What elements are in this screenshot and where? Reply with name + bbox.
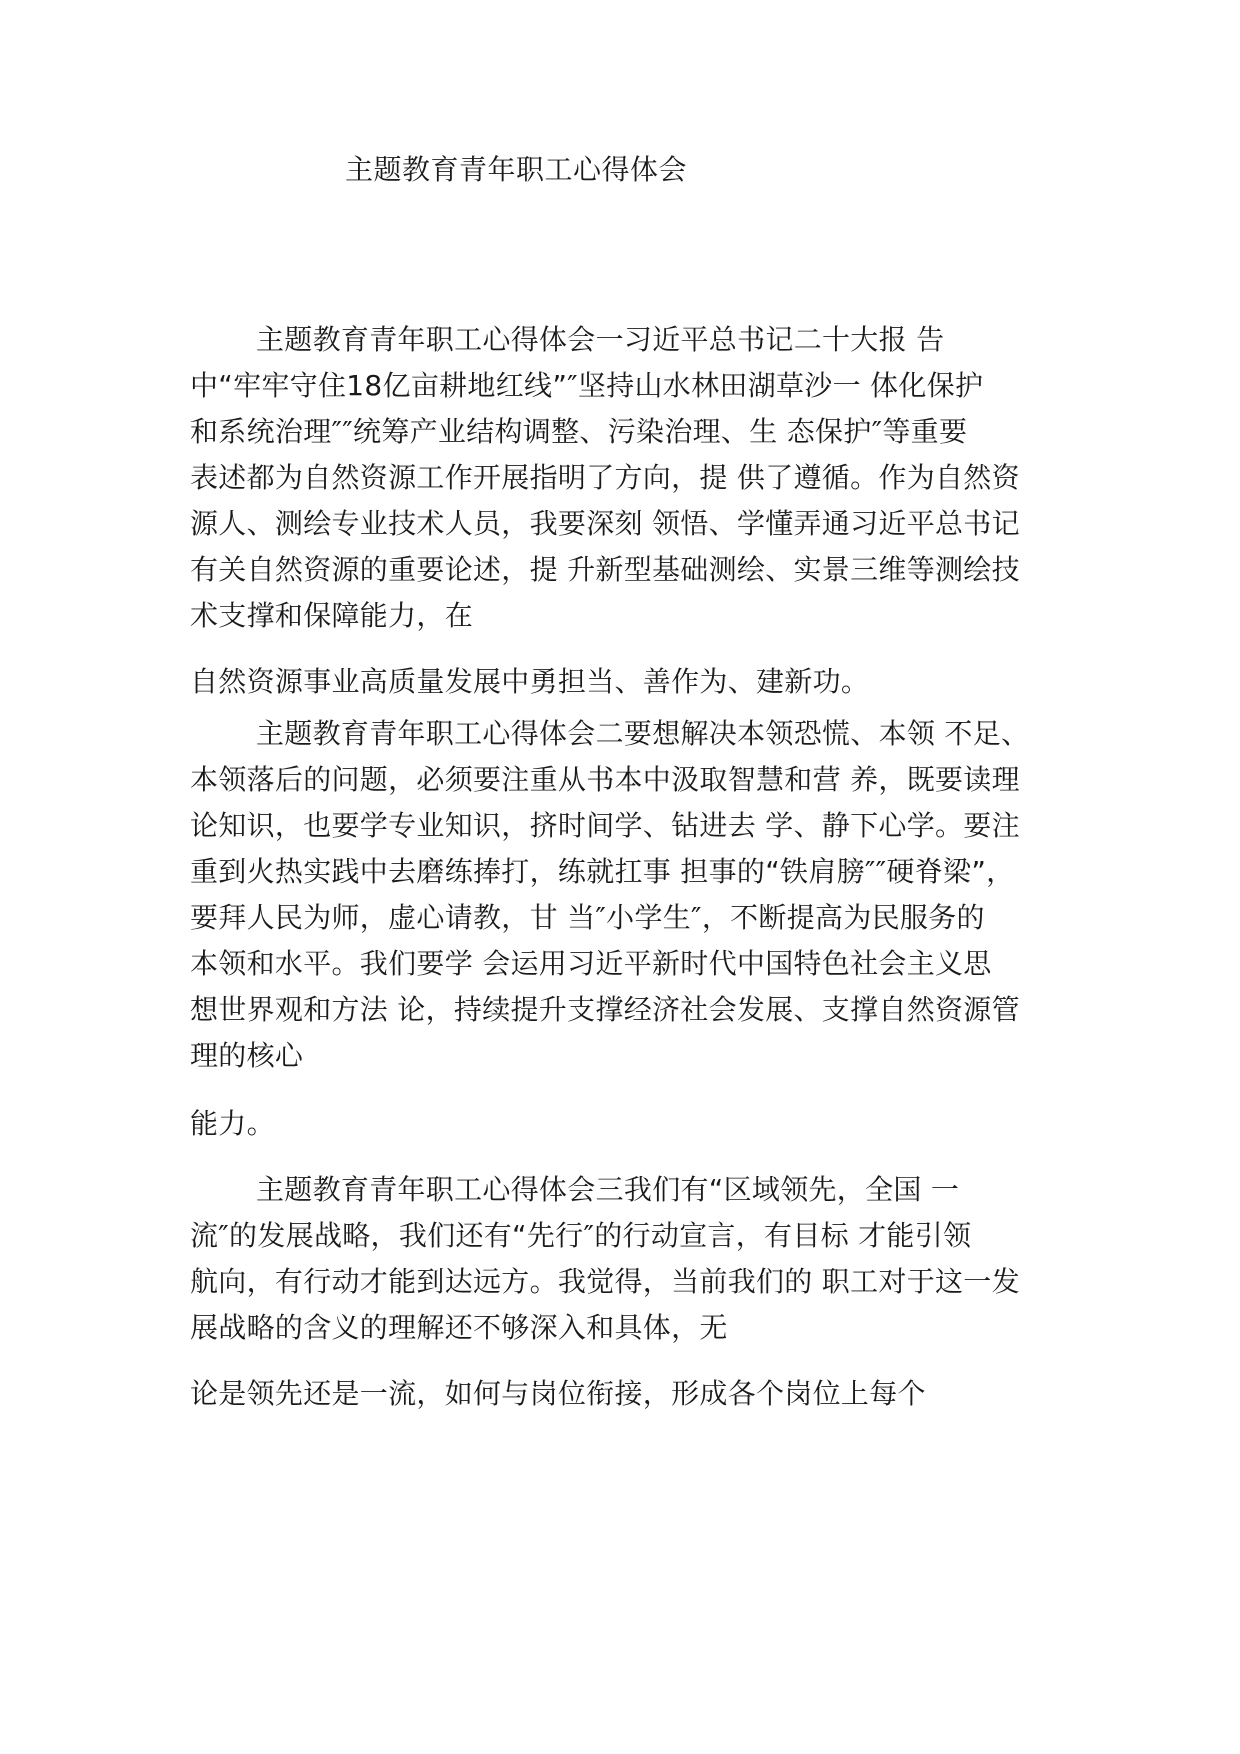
- text-line: 本领落后的问题，必须要注重从书本中汲取智慧和营 养，既要读理: [190, 763, 1020, 796]
- text-line: 主题教育青年职工心得体会一习近平总书记二十大报 告: [256, 323, 945, 356]
- text-line: 表述都为自然资源工作开展指明了方向，提 供了遵循。作为自然资: [190, 461, 1020, 494]
- text-line: 术支撑和保障能力，在: [190, 599, 474, 632]
- text-line: 要拜人民为师，虚心请教，甘 当″小学生″，不断提高为民服务的: [190, 901, 985, 934]
- text-line: 源人、测绘专业技术人员，我要深刻 领悟、学懂弄通习近平总书记: [190, 507, 1020, 540]
- text-line: 中“牢牢守住18亿亩耕地红线”″坚持山水林田湖草沙一 体化保护: [190, 369, 984, 402]
- text-line: 主题教育青年职工心得体会二要想解决本领恐慌、本领 不足、: [256, 717, 1030, 750]
- text-line: 论知识，也要学专业知识，挤时间学、钻进去 学、静下心学。要注: [190, 809, 1020, 842]
- document-title: 主题教育青年职工心得体会: [345, 153, 688, 186]
- text-line: 有关自然资源的重要论述，提 升新型基础测绘、实景三维等测绘技: [190, 553, 1020, 586]
- text-line: 理的核心: [190, 1039, 304, 1072]
- text-line: 航向，有行动才能到达远方。我觉得，当前我们的 职工对于这一发: [190, 1265, 1020, 1298]
- text-line: 想世界观和方法 论，持续提升支撑经济社会发展、支撑自然资源管: [190, 993, 1020, 1026]
- text-line: 和系统治理″″统筹产业结构调整、污染治理、生 态保护″等重要: [190, 415, 968, 448]
- text-line: 论是领先还是一流，如何与岗位衔接，形成各个岗位上每个: [190, 1377, 926, 1410]
- text-line: 本领和水平。我们要学 会运用习近平新时代中国特色社会主义思: [190, 947, 992, 980]
- text-line: 重到火热实践中去磨练捧打，练就扛事 担事的“铁肩膀″″硬脊梁”，: [190, 855, 1015, 888]
- text-line: 主题教育青年职工心得体会三我们有“区域领先，全国 一: [256, 1173, 960, 1206]
- text-line: 展战略的含义的理解还不够深入和具体，无: [190, 1311, 728, 1344]
- text-line: 能力。: [190, 1107, 275, 1140]
- text-line: 流″的发展战略，我们还有“先行″的行动宣言，有目标 才能引领: [190, 1219, 972, 1252]
- text-line: 自然资源事业高质量发展中勇担当、善作为、建新功。: [190, 665, 870, 698]
